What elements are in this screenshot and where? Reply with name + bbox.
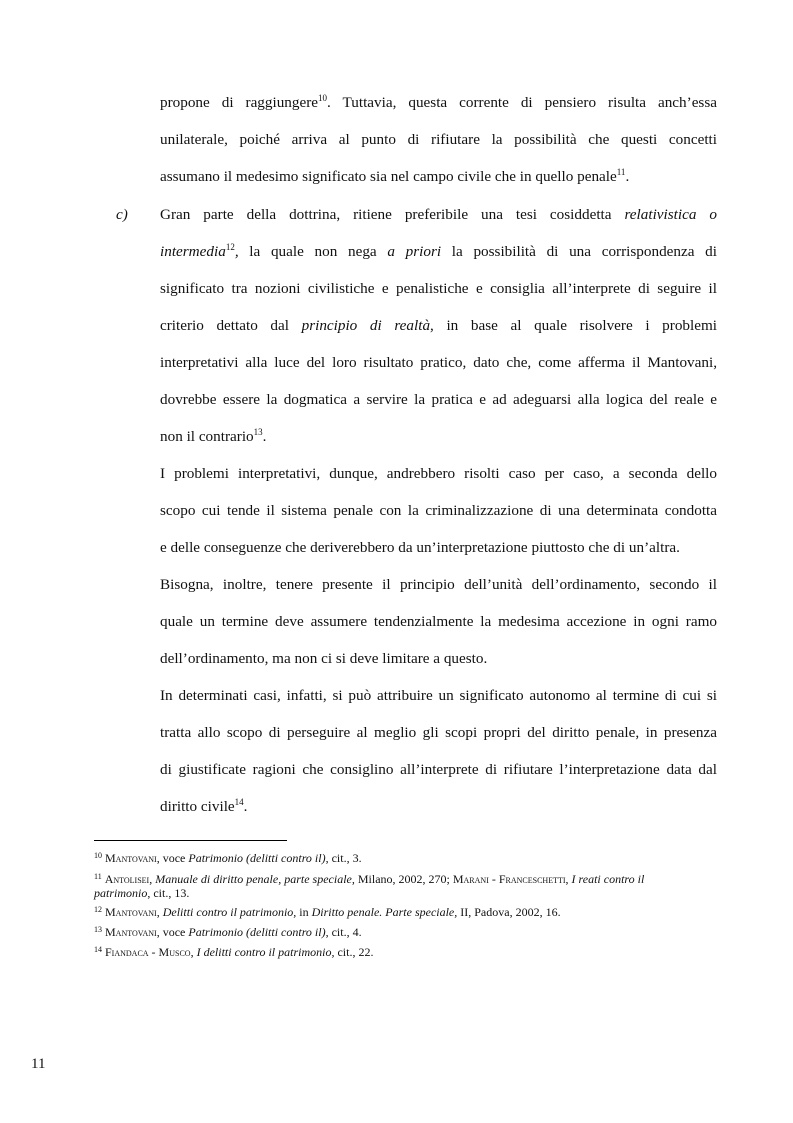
footnote-separator xyxy=(94,840,287,841)
text-line: intermedia$^{12}$, la quale non nega a priori la possibilità di una corrispondenza di xyxy=(160,242,717,260)
footnote-ref-14[interactable]: 14 xyxy=(234,797,244,807)
text-line: significato tra nozioni civilistiche e penalistiche e consiglia all’interprete di seguire il xyxy=(160,280,717,297)
text-line: I problemi interpretativi, dunque, andrebbero risolti caso per caso, a seconda dello xyxy=(160,465,717,482)
text-line: scopo cui tende il sistema penale con la criminalizzazione di una determinata condotta xyxy=(160,502,717,519)
text-line: unilaterale, poiché arriva al punto di rifiutare la possibilità che questi concetti xyxy=(160,131,717,148)
list-marker-c: c) xyxy=(116,206,128,223)
footnote-ref-11[interactable]: 11 xyxy=(616,167,626,177)
footnote-11: $^{11}$ Antolisei, Manuale di diritto penale, parte speciale, Milano, 2002, 270; Marani - Franceschetti, I reati contro il patrimonio, cit., 13. xyxy=(94,872,645,900)
text-line: tratta allo scopo di perseguire al meglio gli scopi propri del diritto penale, in presenza xyxy=(160,724,717,741)
text-line: In determinati casi, infatti, si può attribuire un significato autonomo al termine di cui si xyxy=(160,687,717,704)
text-line: non il contrario$^{13}$. xyxy=(160,427,267,445)
text-line: dovrebbe essere la dogmatica a servire la pratica e ad adeguarsi alla logica del reale e xyxy=(160,391,717,408)
footnote-ref-13[interactable]: 13 xyxy=(253,427,263,437)
text-line: dell’ordinamento, ma non ci si deve limitare a questo. xyxy=(160,650,488,667)
footnote-12: $^{12}$ Mantovani, Delitti contro il patrimonio, in Diritto penale. Parte speciale, II, Padova, 2002, 16. xyxy=(94,905,561,919)
footnote-10: $^{10}$ Mantovani, voce Patrimonio (delitti contro il), cit., 3. xyxy=(94,851,362,865)
text-line: propone di raggiungere$^{10}$. Tuttavia, questa corrente di pensiero risulta anch’essa xyxy=(160,93,717,111)
page-number: 11 xyxy=(31,1056,46,1072)
text-line: di giustificate ragioni che consiglino all’interprete di rifiutare l’interpretazione data dal xyxy=(160,761,717,778)
text-line: interpretativi alla luce del loro risultato pratico, dato che, come afferma il Mantovani, xyxy=(160,354,717,371)
footnote-ref-12[interactable]: 12 xyxy=(225,242,235,252)
text-line: Gran parte della dottrina, ritiene preferibile una tesi cosiddetta relativistica o xyxy=(160,206,717,223)
footnote-14: $^{14}$ Fiandaca - Musco, I delitti contro il patrimonio, cit., 22. xyxy=(94,945,374,959)
text-line: Bisogna, inoltre, tenere presente il principio dell’unità dell’ordinamento, secondo il xyxy=(160,576,717,593)
text-line: quale un termine deve assumere tendenzialmente la medesima accezione in ogni ramo xyxy=(160,613,717,630)
footnote-ref-10[interactable]: 10 xyxy=(318,93,328,103)
text-line: assumano il medesimo significato sia nel campo civile che in quello penale$^{11}$. xyxy=(160,167,630,185)
text-line: e delle conseguenze che deriverebbero da un’interpretazione piuttosto che di un’altra. xyxy=(160,539,680,556)
text-line: criterio dettato dal principio di realtà, in base al quale risolvere i problemi xyxy=(160,317,717,334)
footnote-13: $^{13}$ Mantovani, voce Patrimonio (delitti contro il), cit., 4. xyxy=(94,925,362,939)
text-line: diritto civile$^{14}$. xyxy=(160,797,248,815)
